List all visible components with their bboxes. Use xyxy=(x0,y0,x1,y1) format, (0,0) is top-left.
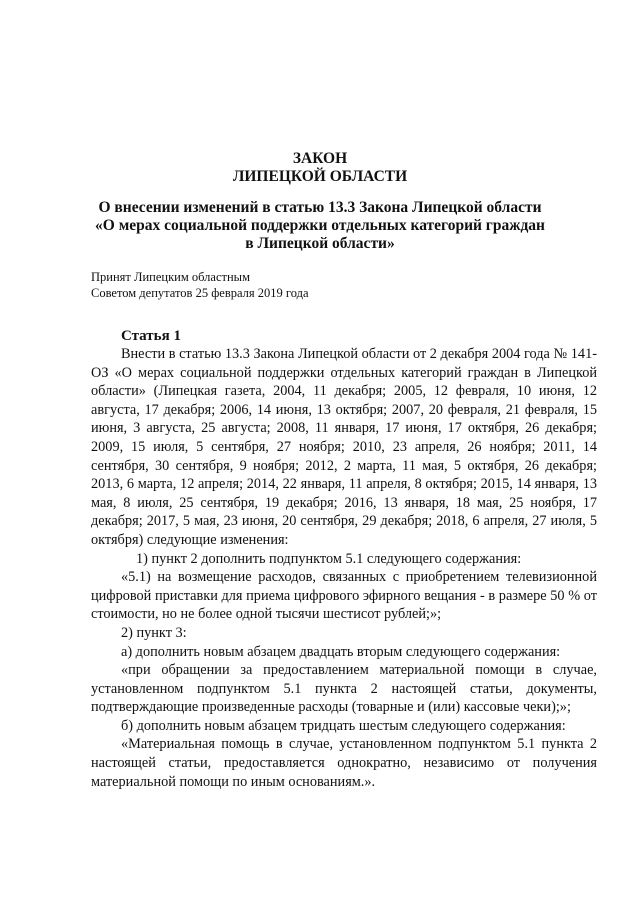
paragraph-item-1: 1) пункт 2 дополнить подпунктом 5.1 следующего содержания: xyxy=(136,550,522,567)
paragraph-quote-2a: «при обращении за предоставлением материальной помощи в случае, установленном подпунктом 5.1 пункта 2 настоящей статьи, документы, подтверждающие произведенные расходы (товарные и (или) кассовые чеки);»; xyxy=(91,662,597,716)
paragraph-amendment-intro: Внести в статью 13.3 Закона Липецкой области от 2 декабря 2004 года № 141-ОЗ «О мерах социальной поддержки отдельных категорий граждан в Липецкой области» (Липецкая газета, 2004, 11 декабря; 2005, 12 февраля, 10 июня, 12 августа, 17 декабря; 2006, 14 июня, 13 октября; 2007, 20 февраля, 21 февраля, 15 июня, 3 августа, 25 августа; 2008, 11 января, 17 июня, 17 октября, 26 декабря; 2009, 15 июля, 5 сентября, 27 ноября; 2010, 23 апреля, 26 ноября; 2011, 14 сентября, 30 сентября, 9 ноября; 2012, 2 марта, 11 мая, 5 октября, 26 декабря; 2013, 6 марта, 12 апреля; 2014, 22 января, 11 апреля, 8 октября; 2015, 14 января, 13 мая, 8 июля, 25 сентября, 19 декабря; 2016, 13 января, 18 мая, 25 ноября, 17 декабря; 2017, 5 мая, 23 июня, 20 сентября, 29 декабря; 2018, 6 апреля, 27 июля, 5 октября) следующие изменения: xyxy=(91,346,597,548)
paragraph-quote-5-1: «5.1) на возмещение расходов, связанных с приобретением телевизионной цифровой приставки для приема цифрового эфирного вещания - в размере 50 % от стоимости, но не более одной тысячи шестисот рублей;»; xyxy=(91,569,597,623)
law-title xyxy=(0,150,640,186)
paragraph-item-2: 2) пункт 3: xyxy=(121,624,187,641)
paragraph-quote-2b: «Материальная помощь в случае, установленном подпунктом 5.1 пункта 2 настоящей статьи, предоставляется однократно, независимо от получения материальной помощи по иным основаниям.». xyxy=(91,736,597,790)
article-body xyxy=(91,345,597,791)
law-title-line2: ЛИПЕЦКОЙ ОБЛАСТИ xyxy=(232,168,408,185)
adoption-note-line2: Советом депутатов 25 февраля 2019 года xyxy=(91,286,309,300)
law-title-line1: ЗАКОН xyxy=(292,150,348,167)
paragraph-item-2b: б) дополнить новым абзацем тридцать шестым следующего содержания: xyxy=(121,717,566,734)
paragraph-item-2a: а) дополнить новым абзацем двадцать вторым следующего содержания: xyxy=(121,643,561,660)
article-title: Статья 1 xyxy=(121,328,181,344)
adoption-note xyxy=(91,269,309,301)
law-subtitle xyxy=(60,199,580,253)
law-subtitle-line1: О внесении изменений в статью 13.3 Закона Липецкой области xyxy=(98,199,542,216)
law-subtitle-line3: в Липецкой области» xyxy=(245,235,395,252)
law-subtitle-line2: «О мерах социальной поддержки отдельных категорий граждан xyxy=(95,217,545,234)
adoption-note-line1: Принят Липецким областным xyxy=(91,270,250,284)
